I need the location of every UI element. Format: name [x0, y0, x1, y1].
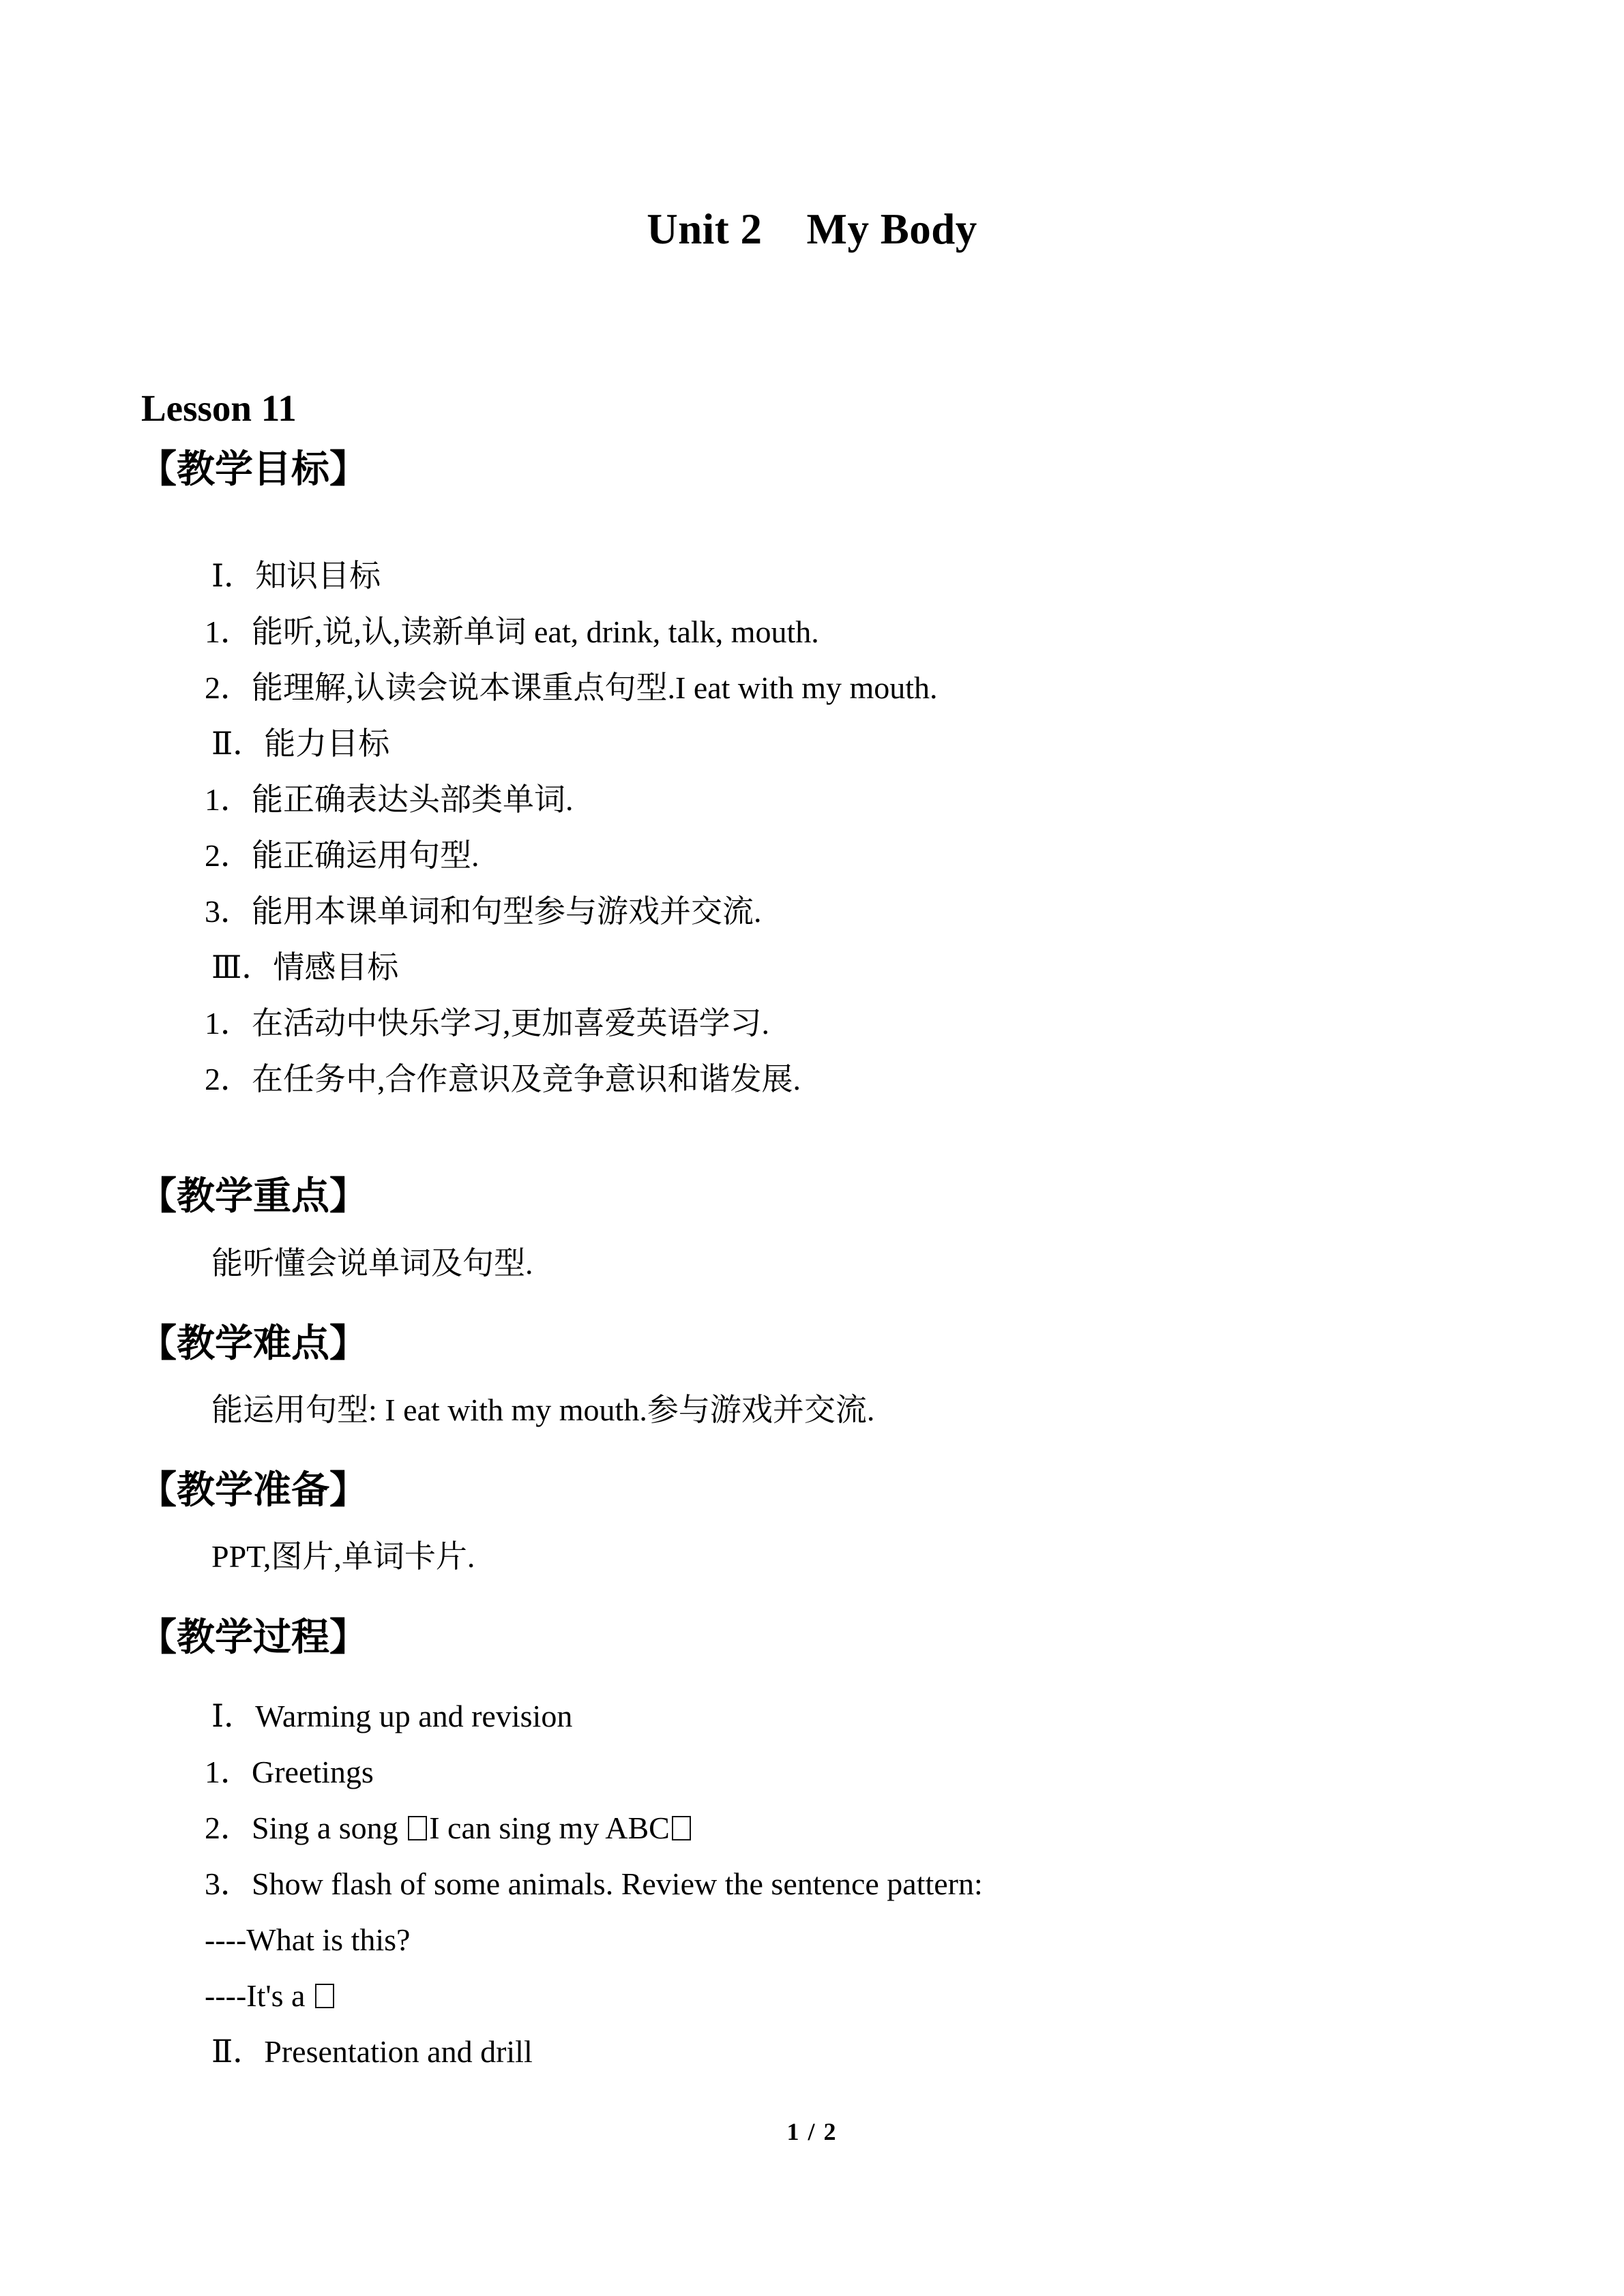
objective-emotion-item-1: 1．在活动中快乐学习,更加喜爱英语学习.: [205, 1006, 769, 1041]
process-step-1-item-2: [205, 1811, 693, 1846]
section-heading-preparation: 【教学准备】: [138, 1470, 368, 1512]
objective-knowledge-label: Ⅰ．知识目标: [211, 558, 381, 593]
section-body-difficulty: 能运用句型: I eat with my mouth.参与游戏并交流.: [211, 1392, 875, 1427]
missing-glyph-blank-icon: [315, 1984, 335, 2008]
missing-glyph-close-bracket-icon: [672, 1816, 692, 1840]
section-heading-objectives: 【教学目标】: [138, 449, 368, 491]
process-step-2-label: Ⅱ．Presentation and drill: [211, 2034, 533, 2069]
section-body-focus: 能听懂会说单词及句型.: [211, 1246, 533, 1281]
process-step-1-label: Ⅰ．Warming up and revision: [211, 1699, 573, 1733]
process-step-1-question-line: ----What is this?: [205, 1922, 411, 1957]
process-step-1-item-1: 1．Greetings: [205, 1755, 374, 1789]
objective-knowledge-item-2: 2．能理解,认读会说本课重点句型.I eat with my mouth.: [205, 670, 938, 705]
page-title: Unit 2 My Body: [647, 205, 977, 253]
objective-knowledge-item-1: 1．能听,说,认,读新单词 eat, drink, talk, mouth.: [205, 614, 819, 649]
section-body-preparation: PPT,图片,单词卡片.: [211, 1539, 475, 1574]
objective-ability-item-2: 2．能正确运用句型.: [205, 838, 479, 873]
objective-ability-item-1: 1．能正确表达头部类单词.: [205, 782, 574, 817]
process-step-1-item-2-prefix: 2．Sing a song: [205, 1810, 407, 1845]
process-step-1-song-title: I can sing my ABC: [429, 1810, 670, 1845]
section-heading-process: 【教学过程】: [138, 1617, 368, 1659]
process-step-1-answer-line: [205, 1979, 336, 2014]
lesson-heading: Lesson 11: [141, 387, 297, 429]
process-step-1-answer-prefix: ----It's a: [205, 1978, 313, 2013]
objective-ability-item-3: 3．能用本课单词和句型参与游戏并交流.: [205, 894, 762, 929]
objective-emotion-item-2: 2．在任务中,合作意识及竞争意识和谐发展.: [205, 1062, 801, 1097]
section-heading-difficulty: 【教学难点】: [138, 1323, 368, 1365]
page-number-footer: 1 / 2: [786, 2118, 838, 2145]
missing-glyph-open-bracket-icon: [408, 1816, 428, 1840]
section-heading-focus: 【教学重点】: [138, 1176, 368, 1218]
objective-ability-label: Ⅱ．能力目标: [211, 726, 390, 761]
objective-emotion-label: Ⅲ．情感目标: [211, 950, 399, 985]
process-step-1-item-3: 3．Show flash of some animals. Review the sentence pattern:: [205, 1866, 983, 1901]
